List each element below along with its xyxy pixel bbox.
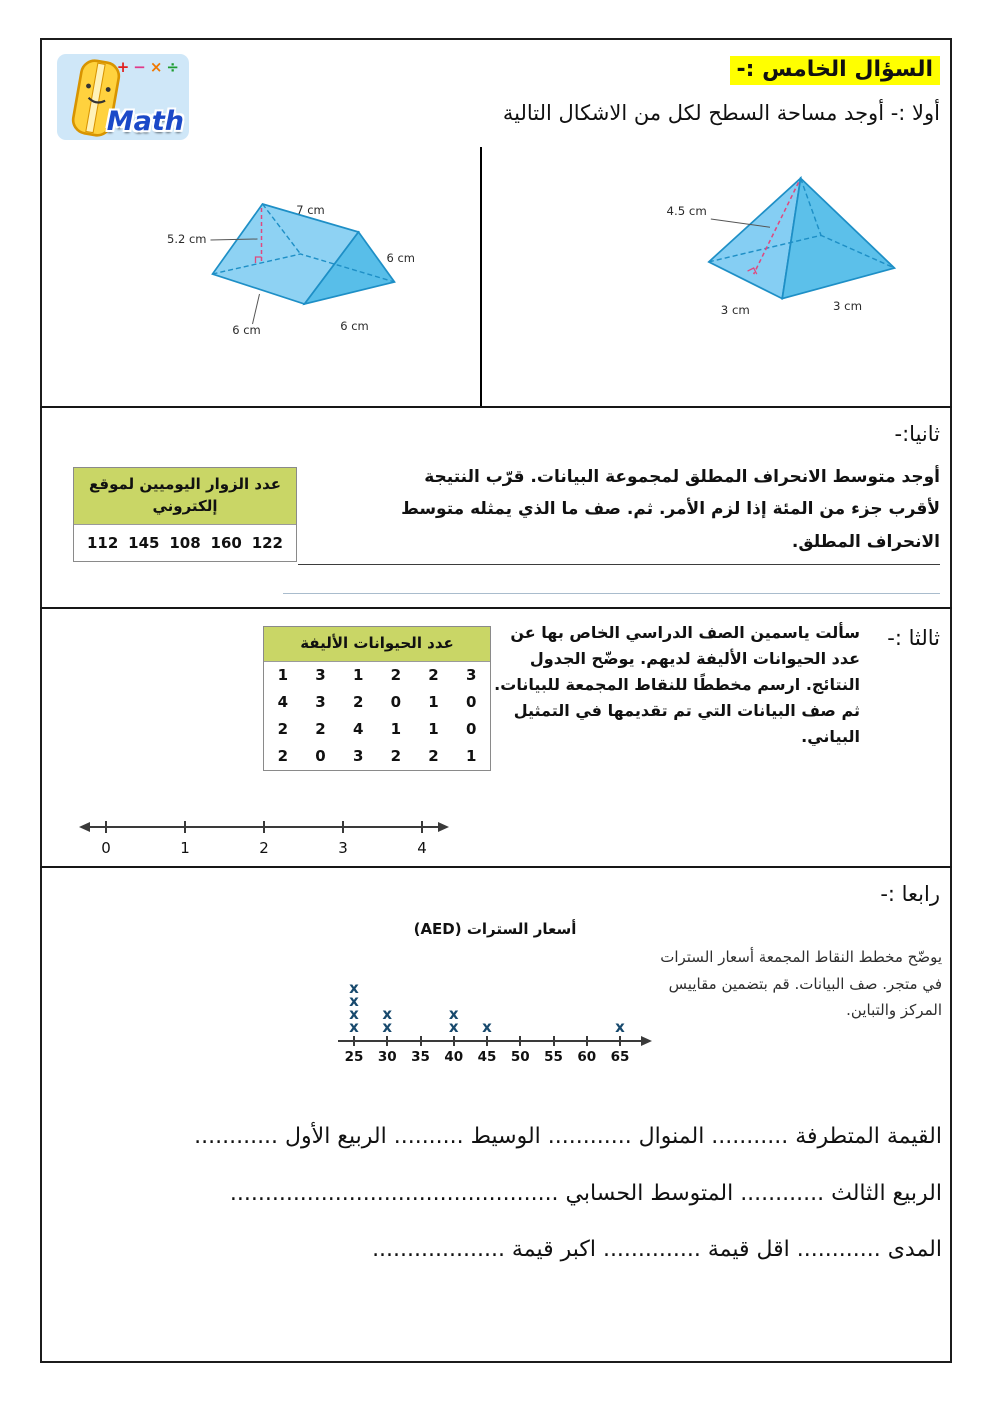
pets-count-cell: 3 [315,692,326,711]
triangular-prism-figure [160,182,465,342]
visitors-values-row [74,525,296,561]
math-logo [57,54,189,140]
answer-line [298,564,940,565]
answer-line [283,593,940,594]
visitor-count-value: 122 [251,533,283,552]
x-marker-icon: x [349,979,359,997]
dot-plot-tick [353,1036,355,1046]
third-prompt: سألت ياسمين الصف الدراسي الخاص بها عن عدد الحيوانات الأليفة لديهم. يوضّح الجدول النتائج. ارسم مخططًا للنقاط المجمعة للبيانات. ثم صف البيانات التي تم تقديمها في التمثيل البياني. [494,623,860,746]
pets-table-row [264,689,490,716]
x-marker-icon: x [349,1018,359,1036]
dot-plot-tick [619,1036,621,1046]
number-line-tick-label: 1 [180,839,190,857]
dot-plot-tick [519,1036,521,1046]
section-divider-1 [40,406,952,408]
pets-table-row [264,716,490,743]
dot-plot-tick-label: 50 [510,1049,530,1065]
pets-table-row [264,743,490,770]
pets-count-cell: 4 [352,719,364,738]
dot-plot-tick-label: 25 [344,1049,364,1065]
right-arrow-icon [438,822,449,832]
x-marker-icon: x [382,1005,393,1023]
number-line-tick-label: 3 [338,839,348,857]
jackets-dot-plot [338,958,668,1068]
answers-line-3: المدى ............ اقل قيمة .............. اكبر قيمة ................... [372,1237,942,1262]
number-line-tick [263,821,265,833]
pets-count-cell: 3 [352,746,364,765]
x-marker-icon: x [448,1005,459,1023]
answers-line-1: القيمة المتطرفة ........... المنوال ............ الوسيط .......... الربيع الأول ............ [194,1124,942,1149]
second-prompt: أوجد متوسط الانحراف المطلق لمجموعة البيانات. قرّب النتيجة لأقرب جزء من المئة إذا لزم الأمر. ثم. صف ما الذي يمثله متوسط الانحراف المطلق. [401,467,940,552]
pets-count-cell: 1 [465,746,477,765]
visitors-table [73,467,297,562]
pets-count-cell: 2 [352,692,364,711]
number-line-tick-label: 2 [259,839,269,857]
dot-plot-marker-stack [448,1005,459,1036]
x-marker-icon: x [448,1018,459,1036]
x-marker-icon: x [615,1018,625,1036]
pets-count-cell: 2 [277,719,289,738]
dot-plot-title: أسعار السترات (AED) [413,920,577,938]
visitor-count-value: 145 [128,533,160,552]
prism-height-label: 5.2 cm [167,232,207,246]
third-heading: ثالثا :- [887,626,940,650]
dot-plot-tick-label: 45 [477,1049,497,1065]
pets-count-cell: 4 [277,692,289,711]
x-marker-icon: x [382,1018,393,1036]
number-line-tick [105,821,107,833]
pets-table-header: عدد الحيوانات الأليفة [264,627,490,662]
number-line-tick [421,821,423,833]
dot-plot-tick [486,1036,488,1046]
number-line-track [101,812,427,862]
section-divider-3 [40,866,952,868]
dot-plot-tick-label: 60 [577,1049,597,1065]
square-pyramid-figure [668,168,923,316]
prism-bottom-left-label: 6 cm [232,323,261,337]
answers-line-2: الربيع الثالث ............ المتوسط الحسابي ............................................... [229,1181,942,1206]
number-line-tick [342,821,344,833]
pets-count-cell: 3 [315,665,326,684]
pets-count-cell: 1 [390,719,402,738]
plus-icon: + [116,58,134,76]
pets-count-cell: 1 [277,665,289,684]
dot-plot-tick [553,1036,555,1046]
pets-count-cell: 2 [315,719,326,738]
visitor-count-value: 108 [169,533,201,552]
pets-count-cell: 2 [390,665,402,684]
number-line-tick [184,821,186,833]
pets-table-body [264,662,490,770]
number-line [78,812,450,862]
number-line-tick-label: 0 [101,839,111,857]
pyramid-slant-label: 4.5 cm [666,203,707,218]
times-icon: × [149,58,167,76]
x-marker-icon: x [349,1005,359,1023]
question-title: السؤال الخامس :- [730,56,941,85]
pets-count-cell: 0 [390,692,402,711]
dot-plot-marker-stack [382,1005,393,1036]
dot-plot-tick [420,1036,422,1046]
pyramid-base-right-label: 3 cm [832,298,863,313]
pets-count-cell: 0 [465,692,477,711]
pets-count-cell: 2 [277,746,289,765]
first-instruction: أولا :- أوجد مساحة السطح لكل من الاشكال التالية [502,101,940,125]
pets-count-cell: 2 [390,746,402,765]
pets-count-cell: 1 [428,692,439,711]
fourth-prompt: يوضّح مخطط النقاط المجمعة أسعار السترات في متجر. صف البيانات. قم بتضمين مقاييس المركز والتباين. [660,948,942,1020]
dot-plot-tick-label: 35 [411,1049,430,1065]
x-marker-icon: x [349,992,359,1010]
dot-plot-marker-stack [615,1018,625,1036]
section-divider-2 [40,607,952,609]
dot-plot-track [344,958,630,1068]
second-heading: ثانيا:- [894,422,940,446]
right-arrow-icon [641,1036,652,1046]
prism-bottom-right-label: 6 cm [340,319,369,333]
dot-plot-tick-label: 40 [444,1049,464,1065]
logo-math-text: Math [106,106,184,137]
prism-right-label: 6 cm [386,251,415,265]
visitor-count-value: 160 [210,533,242,552]
dot-plot-tick [386,1036,388,1046]
pets-count-cell: 2 [428,665,439,684]
visitors-table-header: عدد الزوار اليوميين لموقع إلكتروني [74,468,296,525]
pets-count-cell: 0 [315,746,326,765]
divide-icon: ÷ [166,58,183,76]
dot-plot-marker-stack [349,979,359,1036]
figures-divider-line [480,147,482,407]
pets-table-row [264,662,490,689]
dot-plot-tick-label: 65 [610,1049,630,1065]
dot-plot-marker-stack [482,1018,492,1036]
dot-plot-tick-label: 30 [377,1049,397,1065]
pets-count-cell: 1 [428,719,439,738]
pets-count-cell: 2 [428,746,439,765]
pets-count-cell: 0 [465,719,477,738]
left-arrow-icon [79,822,90,832]
fourth-heading: رابعا :- [880,882,940,906]
number-line-tick-label: 4 [417,839,427,857]
dot-plot-tick [586,1036,588,1046]
pets-table [263,626,491,771]
x-marker-icon: x [482,1018,492,1036]
math-symbols-decoration [117,58,183,76]
visitor-count-value: 112 [87,533,119,552]
minus-icon: − [133,58,150,76]
pets-count-cell: 3 [465,665,477,684]
prism-top-label: 7 cm [296,203,325,217]
pyramid-base-left-label: 3 cm [720,302,750,317]
dot-plot-tick [453,1036,455,1046]
dot-plot-tick-label: 55 [544,1049,563,1065]
pets-count-cell: 1 [352,665,364,684]
